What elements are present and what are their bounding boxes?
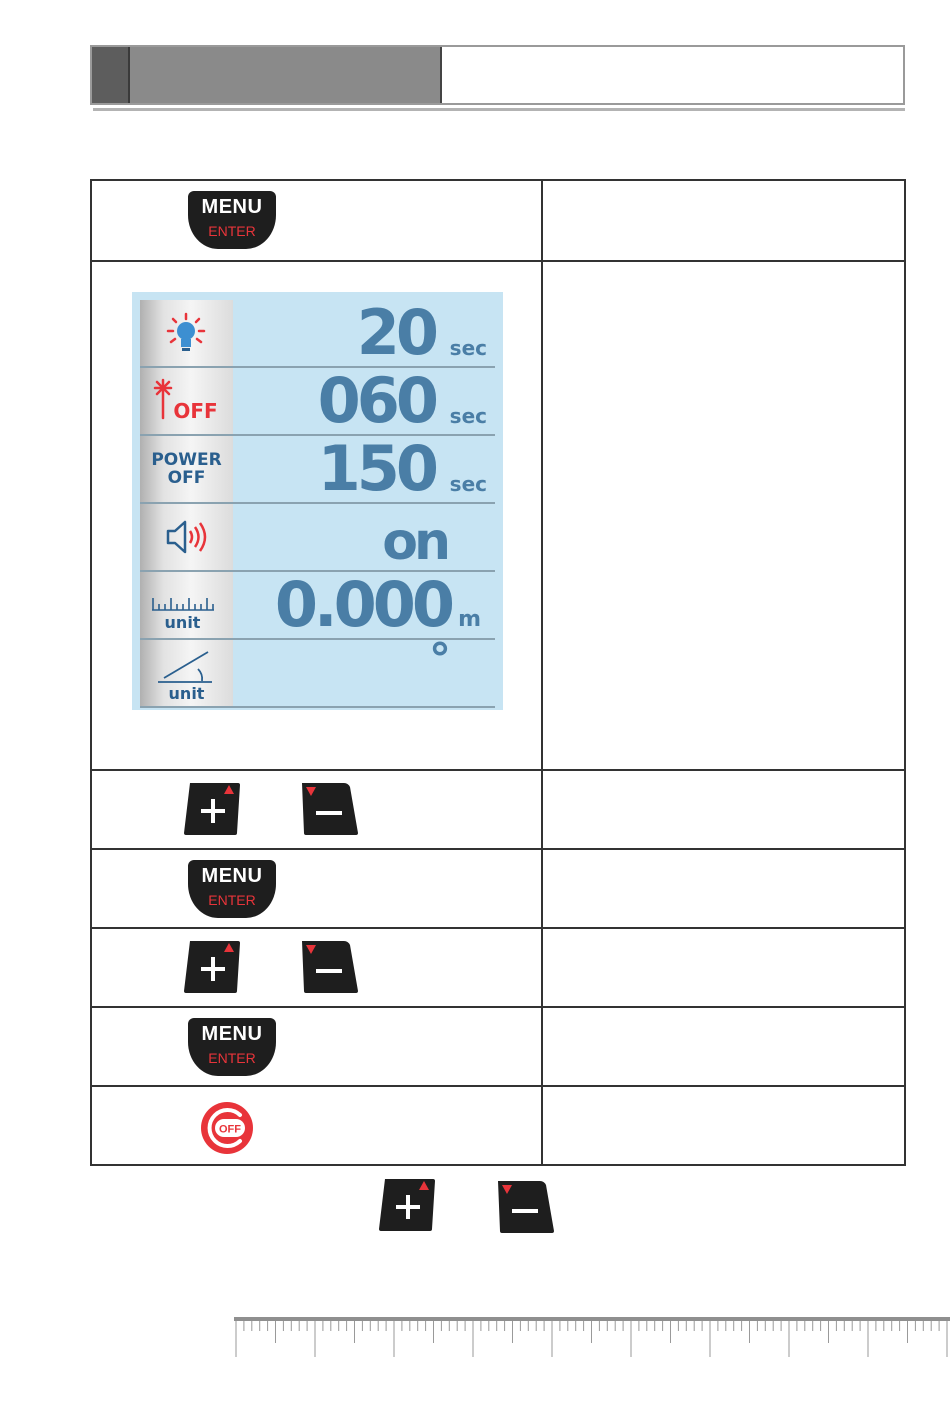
plus-key[interactable] (182, 781, 242, 837)
lcd-row-power-off: POWER OFF 150 sec (140, 436, 495, 504)
lcd-settings-display (132, 292, 503, 710)
step-description (543, 262, 904, 769)
ruler-unit-icon: unit (140, 572, 233, 638)
minus-key[interactable] (496, 1179, 556, 1235)
minus-key[interactable] (300, 939, 360, 995)
speaker-icon (140, 504, 233, 570)
procedure-table (90, 179, 906, 1166)
step-row-3 (92, 769, 904, 848)
ruler-footer-graphic (234, 1317, 950, 1359)
menu-enter-key[interactable]: MENU ENTER (188, 860, 276, 918)
header-divider (93, 108, 905, 111)
power-off-icon: POWER OFF (140, 436, 233, 502)
plus-key[interactable] (377, 1177, 437, 1233)
lcd-row-length-unit: unit 0.000 m (140, 572, 495, 640)
step-row-5 (92, 927, 904, 1006)
laser-off-icon: OFF (140, 368, 233, 434)
step-row-1 (92, 181, 904, 260)
lcd-row-backlight: 20 sec (140, 300, 495, 368)
lcd-row-laser-off: OFF 060 sec (140, 368, 495, 436)
step-description (543, 1087, 904, 1164)
off-key[interactable] (200, 1101, 254, 1155)
step-row-6 (92, 1006, 904, 1085)
lightbulb-icon (140, 300, 233, 366)
plus-key[interactable] (182, 939, 242, 995)
off-key-label: OFF (219, 1123, 241, 1136)
step-description (543, 929, 904, 1006)
chapter-header-bar (90, 45, 905, 105)
chapter-title-block (130, 47, 442, 103)
step-description (543, 181, 904, 260)
step-row-display (92, 260, 904, 769)
step-row-7 (92, 1085, 904, 1164)
menu-enter-key[interactable]: MENU ENTER (188, 191, 276, 249)
lcd-row-sound: on (140, 504, 495, 572)
step-description (543, 1008, 904, 1085)
step-row-4 (92, 848, 904, 927)
minus-key[interactable] (300, 781, 360, 837)
chapter-number-block (92, 47, 130, 103)
step-description (543, 771, 904, 848)
menu-enter-key[interactable]: MENU ENTER (188, 1018, 276, 1076)
step-description (543, 850, 904, 927)
angle-unit-icon: unit (140, 640, 233, 706)
lcd-row-angle-unit: unit ° (140, 640, 495, 708)
